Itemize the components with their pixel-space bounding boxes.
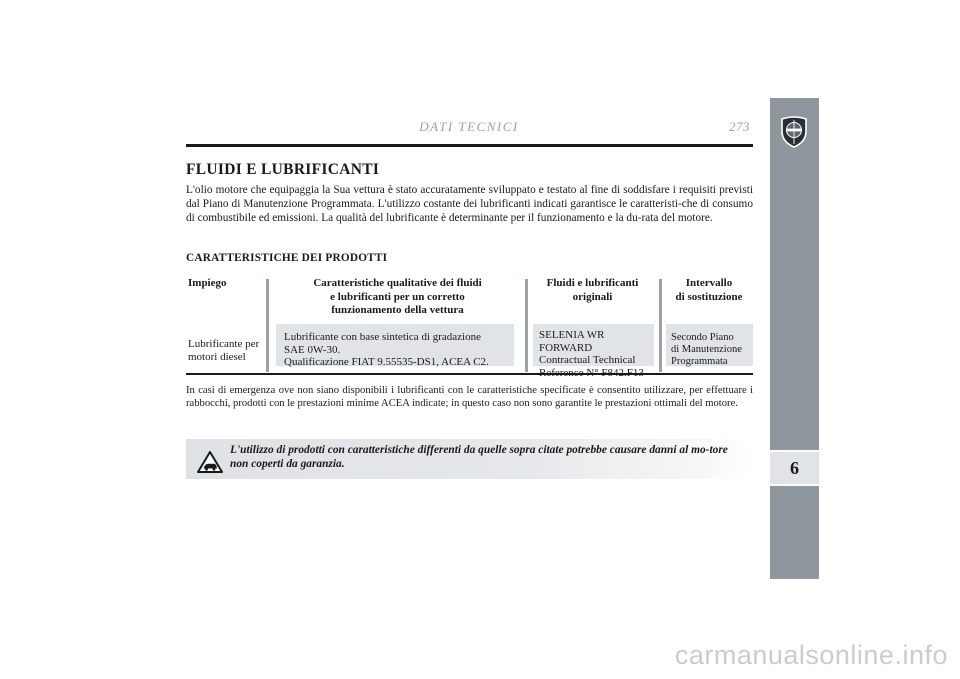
warning-triangle-icon: [197, 451, 223, 473]
cell-usage-line: Lubrificante per: [188, 338, 260, 350]
column-separator: [525, 279, 528, 372]
lancia-shield-icon: [780, 116, 808, 148]
cell-interval-line: Programmata: [671, 355, 728, 367]
table-bottom-rule: [186, 373, 753, 375]
chapter-tab-bottom: [770, 486, 819, 579]
emergency-footnote: In casi di emergenza ove non siano disponibili i lubrificanti con le caratteristiche specificate è consentito utilizzare, per effettuare i rabbocchi, prodotti con le prestazioni minime ACEA indicate; in questo caso non sono garantite le prestazioni ottimali del motore.: [186, 385, 753, 409]
header-fluids: [530, 277, 655, 304]
header-usage: Impiego: [188, 277, 227, 289]
cell-specs: [276, 324, 514, 369]
header-rule: [186, 144, 753, 147]
column-separator: [659, 279, 662, 372]
header-interval-line: di sostituzione: [675, 290, 743, 303]
cell-specs-line: Qualificazione FIAT 9.55535-DS1, ACEA C2.: [284, 356, 489, 369]
running-head: [186, 119, 752, 137]
cell-specs-line: Lubrificante con base sintetica di gradazione: [284, 331, 481, 343]
cell-usage-line: motori diesel: [188, 351, 246, 363]
cell-interval-line: di Manutenzione: [671, 343, 742, 355]
header-specs-line: funzionamento della vettura: [331, 304, 464, 316]
cell-interval: [666, 324, 753, 366]
cell-usage: [188, 338, 259, 364]
cell-fluids-line: SELENIA WR FORWARD: [539, 329, 605, 354]
header-specs-line: Caratteristiche qualitative dei fluidi: [313, 277, 482, 289]
intro-paragraph: L'olio motore che equipaggia la Sua vettura è stato accuratamente sviluppato e testato al fine di soddisfare i requisiti previsti dal Piano di Manutenzione Programmata. L'utilizzo costante dei lubrificanti indicati garantisce le caratteristi-che di consumo di combustibile ed emissioni. La qualità del lubrificante è determinante per il funzionamento e la du-rata del motore.: [186, 184, 753, 225]
cell-interval-line: Secondo Piano: [671, 332, 734, 343]
running-head-title: DATI TECNICI: [419, 119, 519, 134]
section-title: FLUIDI E LUBRIFICANTI: [186, 161, 380, 178]
header-interval-line: Intervallo: [685, 277, 733, 289]
chapter-tab-top: [770, 98, 819, 450]
watermark[interactable]: carmanualsonline.info: [674, 640, 948, 670]
header-specs-line: e lubrificanti per un corretto: [330, 290, 465, 303]
products-subtitle: CARATTERISTICHE DEI PRODOTTI: [186, 252, 388, 264]
column-separator: [266, 279, 269, 372]
header-fluids-line: Fluidi e lubrificanti: [546, 277, 639, 289]
header-interval: [665, 277, 753, 304]
header-specs: [280, 277, 515, 318]
page-number: 273: [729, 119, 750, 134]
cell-fluids: [533, 324, 654, 366]
header-fluids-line: originali: [572, 290, 613, 303]
cell-specs-line: SAE 0W-30.: [284, 343, 341, 356]
chapter-number-tab[interactable]: 6: [770, 452, 819, 484]
warning-text: L'utilizzo di prodotti con caratteristiche differenti da quelle sopra citate potrebbe causare danni al mo-tore non coperti da garanzia.: [230, 444, 728, 470]
cell-fluids-line: Contractual Technical: [539, 354, 636, 367]
